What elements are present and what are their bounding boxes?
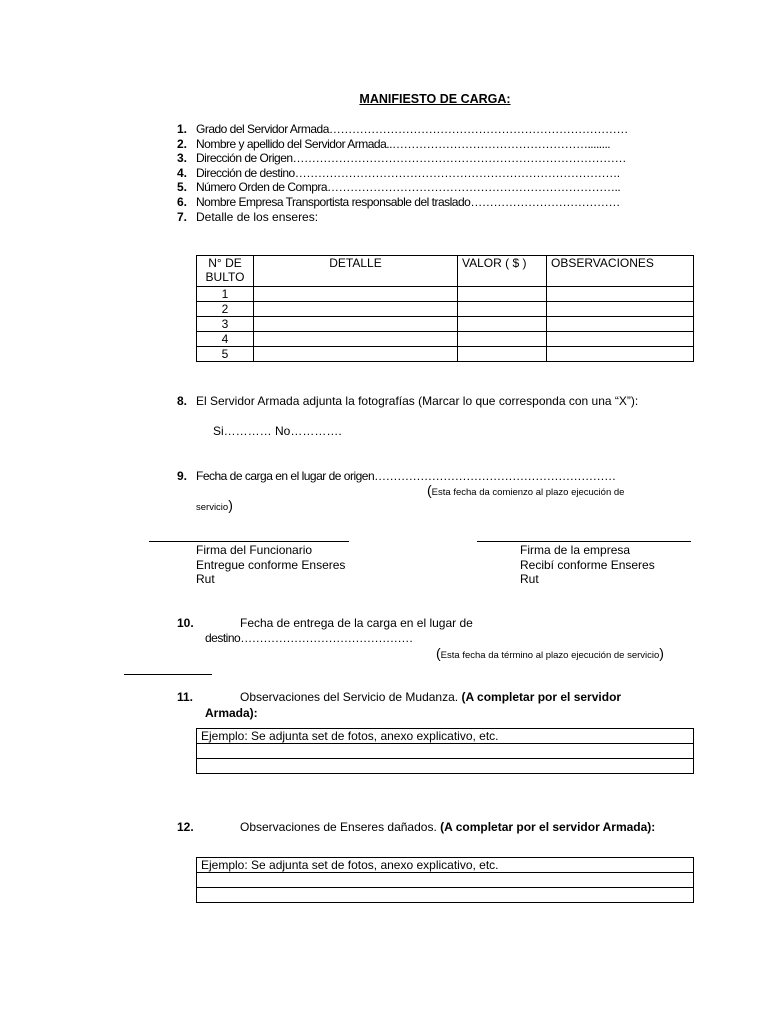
bulto-cell: 1 bbox=[197, 287, 254, 302]
observation-cell[interactable] bbox=[197, 744, 694, 759]
observaciones-cell[interactable] bbox=[547, 287, 694, 302]
signature-right-rut: Rut bbox=[520, 572, 539, 586]
item-1: 1. Grado del Servidor Armada…………………………………………………………………… bbox=[177, 122, 628, 136]
signature-right-label: Firma de la empresa bbox=[520, 543, 631, 557]
signature-left-conform: Entregue conforme Enseres bbox=[196, 557, 346, 572]
item-2: 2. Nombre y apellido del Servidor Armada..……………………………………………........ bbox=[177, 136, 611, 151]
observaciones-mudanza-table bbox=[196, 728, 694, 774]
bulto-cell: 4 bbox=[197, 332, 254, 347]
item-10-note: (Esta fecha da término al plazo ejecución de servicio) bbox=[436, 645, 664, 661]
item-10-text: Fecha de entrega de la carga en el lugar de bbox=[240, 616, 473, 630]
item-12-text: Observaciones de Enseres dañados. (A completar por el servidor Armada): bbox=[240, 820, 656, 834]
item-12-num: 12. bbox=[177, 820, 194, 834]
item-11-text: Observaciones del Servicio de Mudanza. (A completar por el servidor bbox=[240, 690, 622, 704]
detalle-cell[interactable] bbox=[254, 332, 458, 347]
signature-left-label: Firma del Funcionario bbox=[196, 543, 313, 557]
signature-right bbox=[520, 543, 655, 587]
item-9: 9. Fecha de carga en el lugar de origen……………………………………………………… bbox=[177, 469, 616, 483]
signature-right-conform: Recibí conforme Enseres bbox=[520, 557, 655, 572]
example-cell[interactable]: Ejemplo: Se adjunta set de fotos, anexo explicativo, etc. bbox=[197, 729, 694, 744]
detalle-cell[interactable] bbox=[254, 287, 458, 302]
valor-cell[interactable] bbox=[458, 332, 547, 347]
detalle-cell[interactable] bbox=[254, 317, 458, 332]
valor-cell[interactable] bbox=[458, 287, 547, 302]
bulto-cell: 2 bbox=[197, 302, 254, 317]
enseres-danados-table bbox=[196, 857, 694, 903]
example-cell[interactable]: Ejemplo: Se adjunta set de fotos, anexo explicativo, etc. bbox=[197, 858, 694, 873]
item-11-text-cont: Armada): bbox=[205, 706, 258, 720]
page-title: MANIFIESTO DE CARGA: bbox=[359, 92, 511, 106]
bulto-cell: 3 bbox=[197, 317, 254, 332]
valor-cell[interactable] bbox=[458, 347, 547, 362]
valor-cell[interactable] bbox=[458, 302, 547, 317]
item-4: 4. Dirección de destino…………………………………………………………………………. bbox=[177, 165, 620, 180]
item-10-text-cont: destino……………………………………… bbox=[205, 631, 413, 645]
bulto-cell: 5 bbox=[197, 347, 254, 362]
detalle-cell[interactable] bbox=[254, 302, 458, 317]
item-7: 7. Detalle de los enseres: bbox=[177, 209, 319, 224]
header-detalle: DETALLE bbox=[254, 256, 458, 287]
observaciones-cell[interactable] bbox=[547, 302, 694, 317]
header-observaciones: OBSERVACIONES bbox=[547, 256, 694, 287]
item-6: 6. Nombre Empresa Transportista responsable del traslado………………………………… bbox=[177, 195, 620, 209]
observaciones-cell[interactable] bbox=[547, 332, 694, 347]
enseres-table bbox=[196, 255, 694, 362]
signature-line-left bbox=[149, 541, 349, 542]
item-11-num: 11. bbox=[177, 690, 194, 704]
signature-line-right bbox=[477, 541, 691, 542]
item-9-note-cont: servicio) bbox=[196, 497, 233, 513]
item-10-num: 10. bbox=[177, 616, 194, 630]
signature-left-rut: Rut bbox=[196, 572, 215, 586]
item-5: 5. Número Orden de Compra………………………………………………………………….. bbox=[177, 180, 621, 195]
item-3: 3. Dirección de Origen…………………………………………………………………………… bbox=[177, 151, 627, 166]
observation-cell[interactable] bbox=[197, 888, 694, 903]
photo-options[interactable]: Si………… No…………. bbox=[213, 424, 342, 438]
observation-cell[interactable] bbox=[197, 759, 694, 774]
observaciones-cell[interactable] bbox=[547, 317, 694, 332]
signature-left bbox=[196, 543, 345, 587]
item-8: 8. El Servidor Armada adjunta la fotografías (Marcar lo que corresponda con una “X”): bbox=[177, 394, 639, 408]
separator-line bbox=[124, 674, 212, 675]
observaciones-cell[interactable] bbox=[547, 347, 694, 362]
header-valor: VALOR ( $ ) bbox=[458, 256, 547, 287]
detalle-cell[interactable] bbox=[254, 347, 458, 362]
header-bulto: N° DE BULTO bbox=[197, 256, 254, 287]
item-9-note: (Esta fecha da comienzo al plazo ejecución de bbox=[427, 482, 625, 498]
valor-cell[interactable] bbox=[458, 317, 547, 332]
observation-cell[interactable] bbox=[197, 873, 694, 888]
